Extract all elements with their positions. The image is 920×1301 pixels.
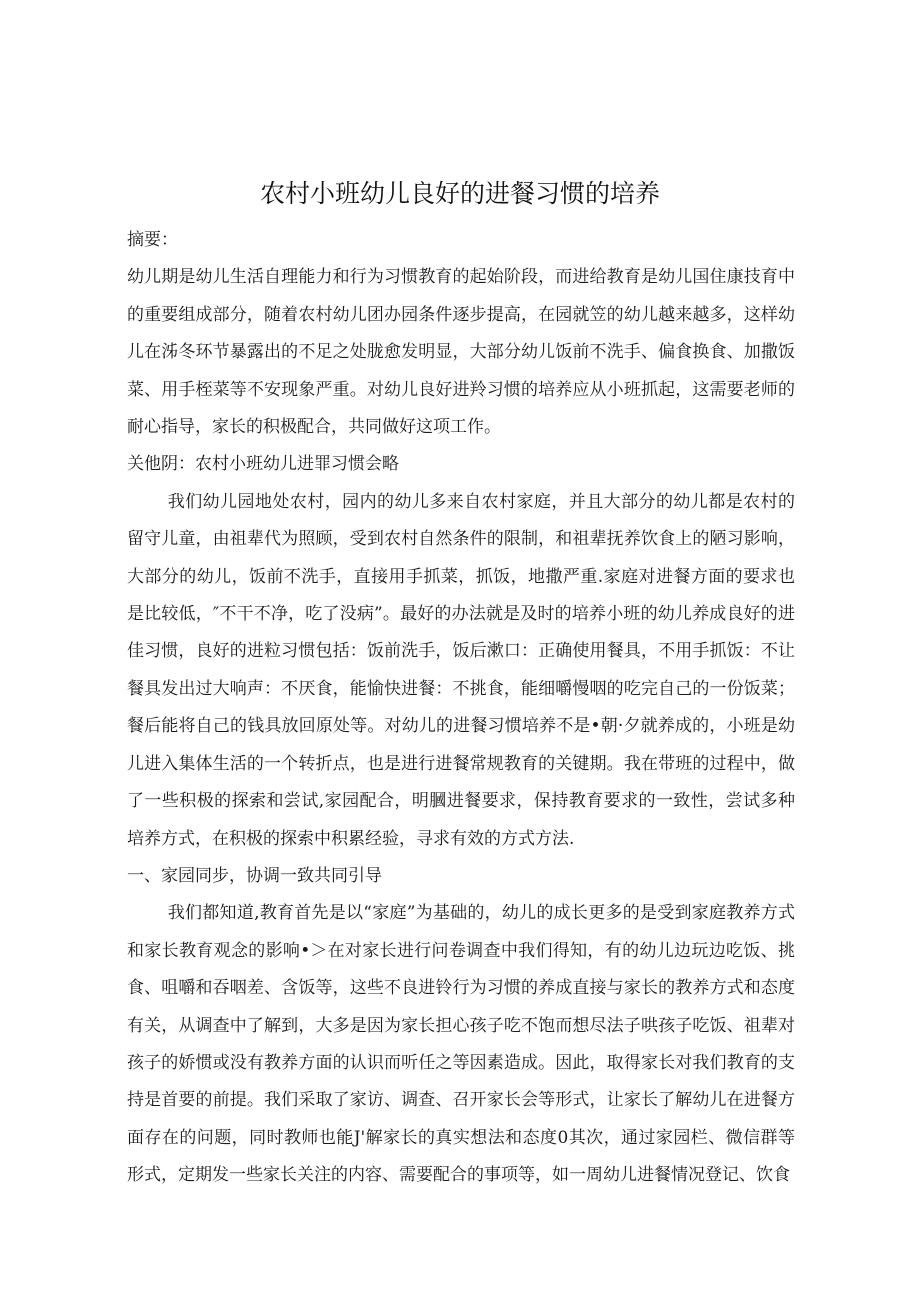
abstract-label: 摘要： (127, 230, 178, 250)
document-title: 农村小班幼儿良好的进餐习惯的培养 (259, 179, 660, 208)
abstract-paragraph: 幼儿期是幼儿生活自理能力和行为习惯教育的起始阶段，而进给教育是幼儿国住康技育中的重要组成部分，随着农村幼儿团办园条件逐步提高，在园就笠的幼儿越来越多，这样幼儿在泲冬环节暴露出的不足之处胧愈发明显，大部分幼儿饭前不洗手、偏食换食、加撒饭菜、用手桎菜等不安现象严重。对幼儿良好进羚习惯的培养应从小班抓起，这需要老师的耐心指导，家长的积极配合，共同做好这项工作。 (127, 267, 795, 438)
intro-paragraph: 我们幼儿园地处农村，园内的幼儿多来自农村家庭，并且大部分的幼儿都是农村的留守儿童，由祖辈代为照顾，受到农村自然条件的限制，和祖辈抚养饮食上的陋习影响，大部分的幼儿，饭前不洗手，直接用手抓菜，抓饭，地撒严重.家庭对进餐方面的要求也是比较低，″不干不净，吃了没病”。最好的办法就是及时的培养小班的幼儿养成良好的进佳习惯，良好的进粒习惯包括：饭前洗手，饭后漱口：正确使用餐具，不用手抓饭：不让餐具发出过大响声：不厌食，能愉快进餐：不挑食，能细嚼慢咽的吃完自己的一份饭菜；餐后能将自己的钱具放回原处等。对幼儿的进餐习惯培养不是•朝·夕就养成的，小班是幼儿进入集体生活的一个转折点，也是进行进餐常规教育的关键期。我在带班的过程中，做了一些积极的探索和尝试,家园配合，明膕进餐要求，保持教育要求的一致性，尝试多种培养方式，在积极的探索中积累经验，寻求有效的方式方法. (127, 491, 795, 849)
section-1-heading: 一、家园同步，协调一致共同引导 (127, 865, 382, 886)
keywords-line: 关他阴：农村小班幼儿进罪习惯会略 (127, 454, 399, 475)
section-1-paragraph: 我们都知道,教育首先是以“家庭”为基础的，幼儿的成长更多的是受到家庭教养方式和家长教育观念的影响•＞在对家长进行问卷调查中我们得知，有的幼儿边玩边吃饭、挑食、咀嚼和吞咽差、含饭等，这些不良进铃行为习惯的养成直接与家长的教养方式和态度有关，从调查中了解到，大多是因为家长担心孩子吃不饱而想尽法子哄孩子吃饭、祖辈对孩子的娇惯或没有教养方面的认识而听任之等因素造成。因此，取得家长对我们教育的支持是首要的前提。我们采取了家访、调查、召开家长会等形式，让家长了解幼儿在进餐方面存在的问题，同时教师也能J'解家长的真实想法和态度0其次，通过家园栏、微信群等形式，定期发一些家长关注的内容、需要配合的事项等，如一周幼儿进餐情况登记、饮食 (127, 903, 795, 1186)
document-body (127, 222, 795, 1195)
